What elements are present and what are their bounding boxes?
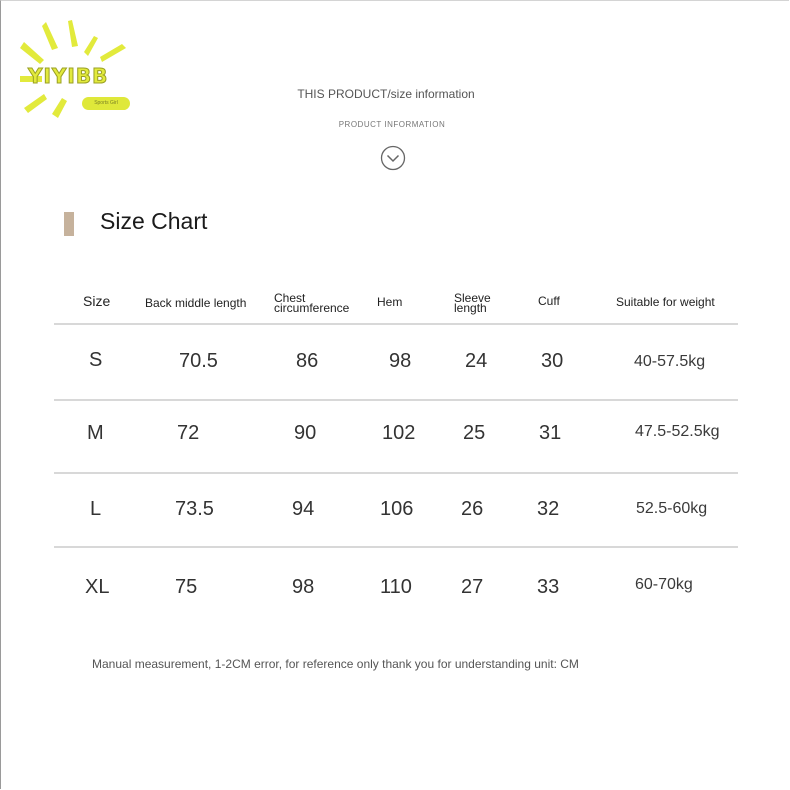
cell-hem: 98	[389, 350, 412, 372]
cell-hem: 102	[382, 422, 416, 444]
cell-chest: 94	[292, 498, 315, 520]
cell-back: 73.5	[175, 498, 214, 520]
cell-size: M	[87, 422, 104, 444]
cell-cuff: 32	[537, 498, 560, 520]
column-header-chest: Chest circumference	[274, 291, 350, 315]
cell-cuff: 30	[541, 350, 564, 372]
cell-size: L	[90, 498, 102, 520]
table-divider	[54, 546, 738, 548]
column-header-size: Size	[83, 293, 111, 309]
column-header-weight: Suitable for weight	[616, 295, 715, 309]
cell-hem: 106	[380, 498, 414, 520]
cell-cuff: 31	[539, 422, 562, 444]
column-header-sleeve: Sleeve length	[454, 291, 491, 315]
cell-size: S	[89, 349, 103, 371]
table-divider	[54, 472, 738, 474]
cell-weight: 60-70kg	[635, 576, 693, 593]
cell-chest: 90	[294, 422, 317, 444]
cell-weight: 47.5-52.5kg	[635, 423, 720, 440]
cell-hem: 110	[380, 576, 412, 598]
cell-sleeve: 27	[461, 576, 484, 598]
measurement-note: Manual measurement, 1-2CM error, for reference only thank you for understanding unit: CM	[92, 657, 579, 671]
cell-sleeve: 25	[463, 422, 486, 444]
cell-back: 75	[175, 576, 198, 598]
table-divider	[54, 323, 738, 325]
header-subtitle: PRODUCT INFORMATION	[338, 120, 446, 129]
cell-back: 72	[177, 422, 200, 444]
cell-sleeve: 26	[461, 498, 484, 520]
column-header-cuff: Cuff	[538, 294, 560, 308]
cell-back: 70.5	[179, 350, 218, 372]
cell-weight: 40-57.5kg	[634, 353, 706, 370]
cell-weight: 52.5-60kg	[636, 500, 708, 517]
cell-cuff: 33	[537, 576, 560, 598]
header-title: THIS PRODUCT/size information	[297, 87, 475, 101]
brand-name: YIYIBB	[28, 64, 109, 88]
size-chart-title: Size Chart	[100, 208, 208, 234]
cell-size: XL	[85, 576, 110, 598]
cell-chest: 98	[292, 576, 315, 598]
chevron-down-circle-icon	[380, 145, 406, 171]
brand-tagline: Sports Girl	[82, 97, 130, 110]
cell-sleeve: 24	[465, 350, 488, 372]
column-header-hem: Hem	[377, 295, 403, 309]
column-header-back-length: Back middle length	[145, 296, 247, 310]
cell-chest: 86	[296, 350, 319, 372]
section-accent-bar	[64, 212, 74, 236]
table-divider	[54, 399, 738, 401]
